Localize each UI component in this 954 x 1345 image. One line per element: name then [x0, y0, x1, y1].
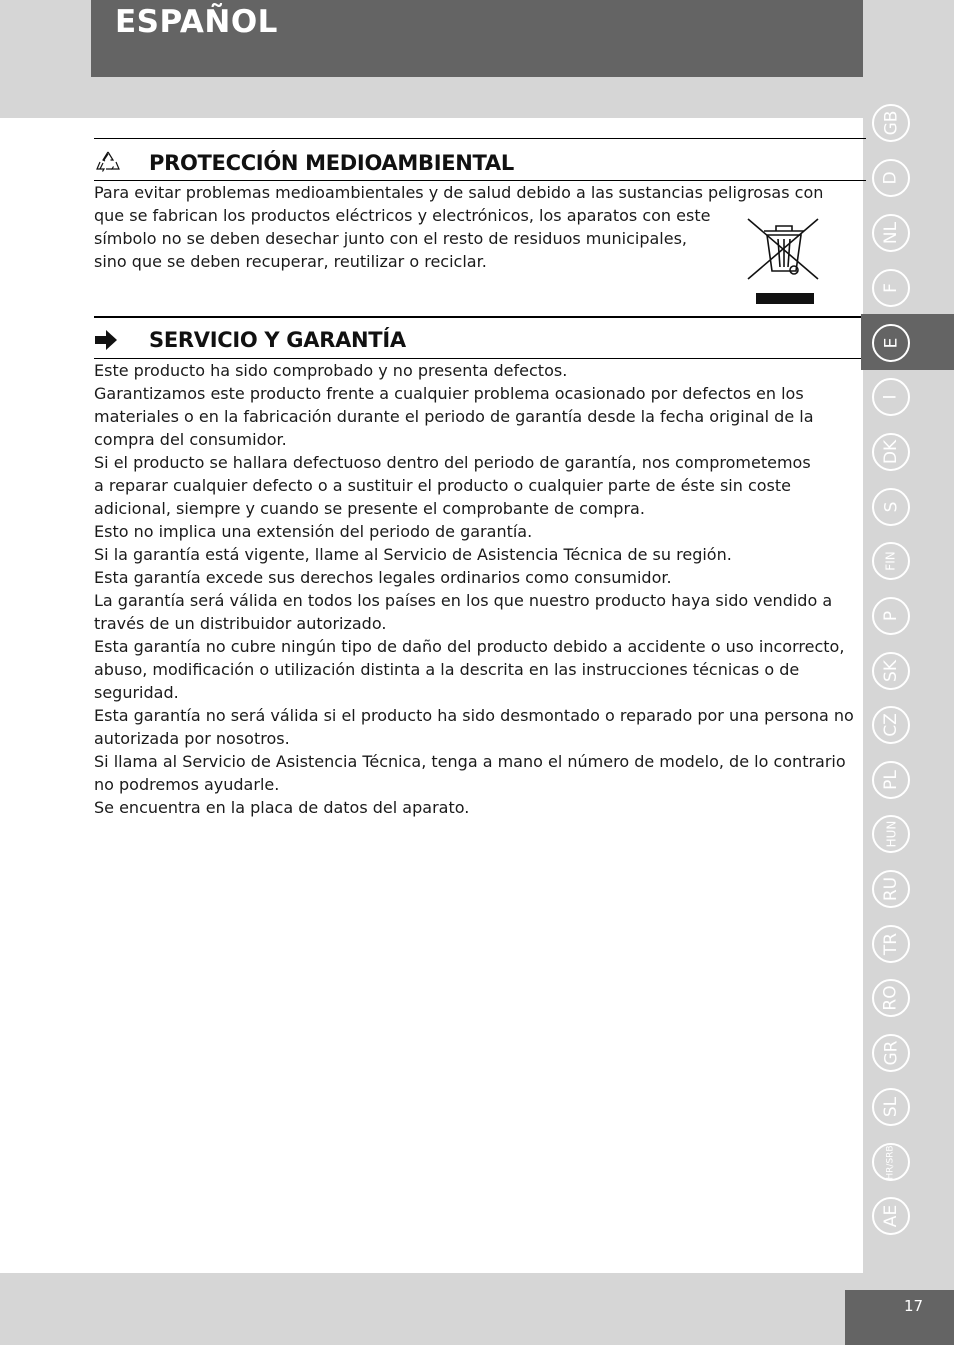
text-line: Se encuentra en la placa de datos del aparato. [94, 798, 470, 817]
lang-tab-tr[interactable]: TR [872, 925, 910, 963]
lang-tab-gb[interactable]: GB [872, 104, 910, 142]
lang-tab-d[interactable]: D [872, 159, 910, 197]
lang-tab-p[interactable]: P [872, 597, 910, 635]
text-line: Este producto ha sido comprobado y no presenta defectos. [94, 361, 568, 380]
text-line: Esta garantía excede sus derechos legales ordinarios como consumidor. [94, 568, 672, 587]
section-title: PROTECCIÓN MEDIOAMBIENTAL [149, 151, 514, 175]
lang-tab-fin[interactable]: FIN [872, 542, 910, 580]
text-line: no podremos ayudarle. [94, 775, 280, 794]
section-divider-top [94, 138, 866, 139]
text-line: adicional, siempre y cuando se presente el comprobante de compra. [94, 499, 645, 518]
page-number-box [845, 1290, 954, 1345]
lang-tab-pl[interactable]: PL [872, 761, 910, 799]
text-line: símbolo no se deben desechar junto con el resto de residuos municipales, [94, 229, 688, 248]
weee-bin-icon [746, 217, 822, 307]
lang-tab-hun[interactable]: HUN [872, 815, 910, 853]
lang-tab-i[interactable]: I [872, 378, 910, 416]
text-line: La garantía será válida en todos los países en los que nuestro producto haya sido vendido a [94, 591, 833, 610]
lang-tab-f[interactable]: F [872, 269, 910, 307]
lang-tab-ro[interactable]: RO [872, 979, 910, 1017]
recycle-icon [94, 149, 122, 177]
lang-tab-s[interactable]: S [872, 488, 910, 526]
arrow-right-icon [94, 326, 122, 354]
header-bar [91, 0, 863, 77]
text-line: sino que se deben recuperar, reutilizar o reciclar. [94, 252, 487, 271]
text-line: Si el producto se hallara defectuoso dentro del periodo de garantía, nos comprometemos [94, 453, 811, 472]
lang-tab-ru[interactable]: RU [872, 870, 910, 908]
section-header-warranty [94, 325, 406, 355]
text-line: compra del consumidor. [94, 430, 287, 449]
page-number: 17 [904, 1297, 924, 1315]
lang-tab-sl[interactable]: SL [872, 1088, 910, 1126]
text-line: que se fabrican los productos eléctricos y electrónicos, los aparatos con este [94, 206, 711, 225]
warranty-text [94, 359, 854, 819]
lang-tab-ae[interactable]: AE [872, 1197, 910, 1235]
text-line: través de un distribuidor autorizado. [94, 614, 387, 633]
section-title: SERVICIO Y GARANTÍA [149, 328, 406, 352]
text-line: Para evitar problemas medioambientales y de salud debido a las sustancias peligrosas con [94, 183, 824, 202]
text-line: autorizada por nosotros. [94, 729, 290, 748]
text-line: a reparar cualquier defecto o a sustituir el producto o cualquier parte de éste sin coste [94, 476, 792, 495]
text-line: Si llama al Servicio de Asistencia Técnica, tenga a mano el número de modelo, de lo contrario [94, 752, 846, 771]
page-title: ESPAÑOL [115, 4, 278, 40]
bottom-strip [337, 1273, 863, 1345]
text-line: Esto no implica una extensión del periodo de garantía. [94, 522, 533, 541]
text-line: abuso, modificación o utilización distinta a la descrita en las instrucciones técnicas o de [94, 660, 800, 679]
text-line: seguridad. [94, 683, 179, 702]
text-line: Esta garantía no cubre ningún tipo de daño del producto debido a accidente o uso incorrecto, [94, 637, 845, 656]
environment-text [94, 181, 823, 273]
lang-tab-dk[interactable]: DK [872, 433, 910, 471]
text-line: Garantizamos este producto frente a cualquier problema ocasionado por defectos en los [94, 384, 804, 403]
lang-tab-nl[interactable]: NL [872, 214, 910, 252]
section-header-environment [94, 148, 514, 178]
lang-tab-e[interactable]: E [872, 324, 910, 362]
lang-tab-hr-srb[interactable]: HR/SRB [872, 1143, 910, 1181]
lang-tab-gr[interactable]: GR [872, 1034, 910, 1072]
section-divider-top [94, 316, 866, 318]
text-line: materiales o en la fabricación durante el periodo de garantía desde la fecha original de la [94, 407, 814, 426]
lang-tab-cz[interactable]: CZ [872, 706, 910, 744]
text-line: Esta garantía no será válida si el producto ha sido desmontado o reparado por una persona no [94, 706, 854, 725]
text-line: Si la garantía está vigente, llame al Servicio de Asistencia Técnica de su región. [94, 545, 732, 564]
lang-tab-sk[interactable]: SK [872, 652, 910, 690]
